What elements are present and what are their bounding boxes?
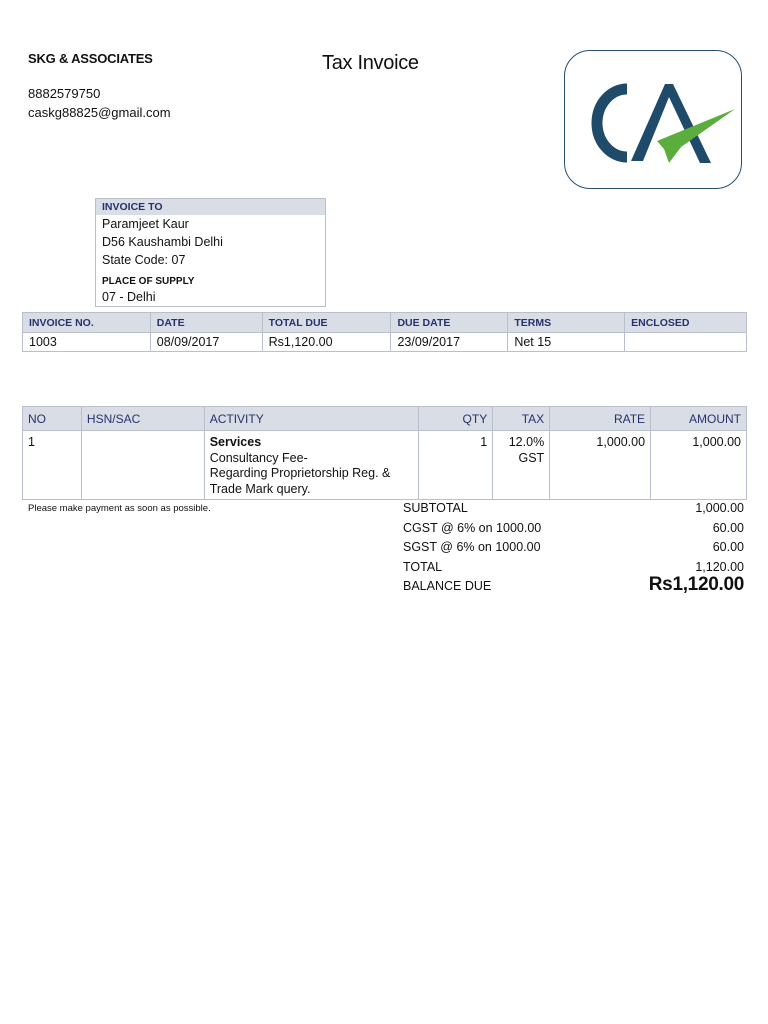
cgst-row xyxy=(403,521,744,541)
item-activity-line: Trade Mark query. xyxy=(209,481,311,496)
items-header-hsn: HSN/SAC xyxy=(81,407,204,431)
item-activity xyxy=(204,431,419,500)
balance-due-label: BALANCE DUE xyxy=(403,579,492,594)
totals-section xyxy=(403,501,744,599)
ca-logo-icon xyxy=(564,50,742,189)
items-header-qty: QTY xyxy=(419,407,493,431)
payment-note: Please make payment as soon as possible. xyxy=(28,503,211,514)
item-activity-line: Consultancy Fee- xyxy=(209,450,308,465)
items-header-activity: ACTIVITY xyxy=(204,407,419,431)
sgst-label: SGST @ 6% on 1000.00 xyxy=(403,540,541,555)
due-date: 23/09/2017 xyxy=(391,333,508,352)
item-activity-line: Regarding Proprietorship Reg. & xyxy=(209,466,391,480)
invoice-to-box xyxy=(95,198,326,307)
item-amount: 1,000.00 xyxy=(651,431,747,500)
balance-due-row xyxy=(403,574,744,599)
cgst-value: 60.00 xyxy=(712,520,744,535)
customer-address: D56 Kaushambi Delhi xyxy=(102,235,223,249)
customer-state-code: State Code: 07 xyxy=(102,253,186,267)
subtotal-label: SUBTOTAL xyxy=(403,501,468,515)
invoice-to-header: INVOICE TO xyxy=(96,199,325,215)
meta-header-date: DATE xyxy=(150,313,262,333)
total-value: 1,120.00 xyxy=(695,559,744,574)
item-hsn xyxy=(81,431,204,500)
meta-header-invoice-no: INVOICE NO. xyxy=(23,313,151,333)
invoice-meta-table xyxy=(22,312,747,352)
items-header-row xyxy=(23,407,747,431)
items-header-tax: TAX xyxy=(493,407,550,431)
sgst-row xyxy=(403,540,744,560)
table-row xyxy=(23,431,747,500)
enclosed xyxy=(625,333,747,352)
meta-header-terms: TERMS xyxy=(508,313,625,333)
place-of-supply-value: 07 - Delhi xyxy=(102,290,156,304)
item-activity-title: Services xyxy=(209,435,262,449)
invoice-number: 1003 xyxy=(23,333,151,352)
subtotal-row xyxy=(403,501,744,521)
subtotal-value: 1,000.00 xyxy=(695,501,744,515)
meta-header-enclosed: ENCLOSED xyxy=(625,313,747,333)
company-email: caskg88825@gmail.com xyxy=(28,105,171,120)
item-tax-type: GST xyxy=(518,450,545,465)
document-title: Tax Invoice xyxy=(322,52,419,74)
item-qty: 1 xyxy=(419,431,493,500)
cgst-label: CGST @ 6% on 1000.00 xyxy=(403,520,542,535)
meta-value-row xyxy=(23,333,747,352)
meta-header-due-date: DUE DATE xyxy=(391,313,508,333)
item-tax-rate: 12.0% xyxy=(508,435,545,449)
terms: Net 15 xyxy=(508,333,625,352)
company-phone: 8882579750 xyxy=(28,86,101,101)
item-tax xyxy=(493,431,550,500)
item-rate: 1,000.00 xyxy=(550,431,651,500)
item-no: 1 xyxy=(23,431,82,500)
balance-due-value: Rs1,120.00 xyxy=(648,574,744,596)
company-name: SKG & ASSOCIATES xyxy=(28,51,153,66)
total-due: Rs1,120.00 xyxy=(262,333,391,352)
items-header-rate: RATE xyxy=(550,407,651,431)
meta-header-total-due: TOTAL DUE xyxy=(262,313,391,333)
customer-name: Paramjeet Kaur xyxy=(102,217,189,231)
line-items-table xyxy=(22,406,747,500)
sgst-value: 60.00 xyxy=(712,540,744,555)
total-label: TOTAL xyxy=(403,559,443,574)
place-of-supply-label: PLACE OF SUPPLY xyxy=(102,276,195,287)
items-header-no: NO xyxy=(23,407,82,431)
invoice-date: 08/09/2017 xyxy=(150,333,262,352)
meta-header-row xyxy=(23,313,747,333)
items-header-amount: AMOUNT xyxy=(651,407,747,431)
